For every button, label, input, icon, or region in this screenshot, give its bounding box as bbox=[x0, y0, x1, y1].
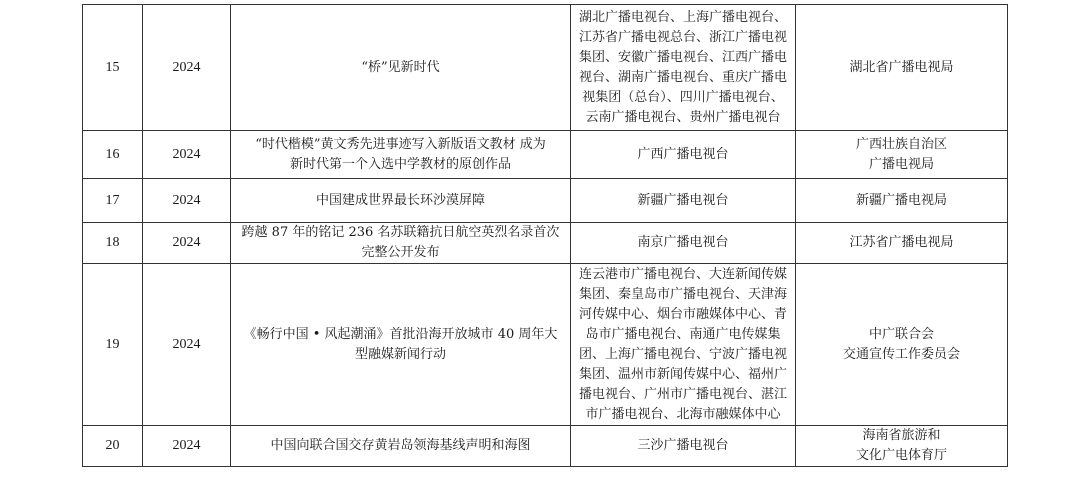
table-row bbox=[83, 131, 1008, 179]
row-producer-line: 广西广播电视台 bbox=[637, 146, 729, 162]
row-title bbox=[231, 223, 571, 264]
row-title bbox=[231, 426, 571, 467]
row-producer-line: 市广播电视台、北海市融媒体中心 bbox=[585, 406, 781, 422]
row-producer-line: 湖北广播电视台、上海广播电视台、 bbox=[578, 9, 787, 25]
row-producer-line: 集团、安徽广播电视台、江西广播电 bbox=[578, 49, 787, 65]
row-recommender-line: 湖北省广播电视局 bbox=[849, 59, 954, 75]
row-number: 19 bbox=[83, 264, 143, 426]
row-year: 2024 bbox=[143, 264, 231, 426]
row-title-line: 型融媒新闻行动 bbox=[354, 346, 446, 362]
row-producer-line: 南京广播电视台 bbox=[637, 235, 729, 250]
row-title bbox=[231, 5, 571, 131]
row-number: 18 bbox=[83, 223, 143, 264]
row-number: 16 bbox=[83, 131, 143, 179]
row-recommender bbox=[796, 264, 1008, 426]
row-year: 2024 bbox=[143, 223, 231, 264]
row-recommender bbox=[796, 5, 1008, 131]
row-recommender-line: 海南省旅游和 bbox=[862, 428, 941, 443]
row-producer-line: 播电视台、广州市广播电视台、湛江 bbox=[578, 386, 787, 402]
row-year: 2024 bbox=[143, 179, 231, 223]
row-number: 15 bbox=[83, 5, 143, 131]
table-row bbox=[83, 264, 1008, 426]
row-recommender-line: 新疆广播电视局 bbox=[855, 192, 947, 208]
row-number: 20 bbox=[83, 426, 143, 467]
row-recommender-line: 交通宣传工作委员会 bbox=[842, 346, 960, 362]
row-title-line: “桥”见新时代 bbox=[361, 59, 440, 75]
row-producer-line: 江苏省广播电视总台、浙江广播电视 bbox=[578, 29, 787, 45]
row-number: 17 bbox=[83, 179, 143, 223]
row-producer-line: 团、上海广播电视台、宁波广播电视 bbox=[578, 346, 787, 362]
table-row bbox=[83, 179, 1008, 223]
table-row bbox=[83, 426, 1008, 467]
row-title-line: 中国建成世界最长环沙漠屏障 bbox=[315, 192, 485, 208]
row-recommender-line: 文化广电体育厅 bbox=[855, 448, 947, 463]
row-title bbox=[231, 264, 571, 426]
row-producer bbox=[571, 264, 796, 426]
row-title bbox=[231, 131, 571, 179]
row-recommender-line: 中广联合会 bbox=[868, 326, 934, 342]
row-title bbox=[231, 179, 571, 223]
row-year: 2024 bbox=[143, 131, 231, 179]
table-row bbox=[83, 5, 1008, 131]
row-year: 2024 bbox=[143, 426, 231, 467]
row-producer bbox=[571, 223, 796, 264]
row-producer-line: 云南广播电视台、贵州广播电视台 bbox=[585, 109, 781, 125]
row-recommender bbox=[796, 426, 1008, 467]
row-producer-line: 视集团（总台）、四川广播电视台、 bbox=[582, 89, 784, 105]
row-producer-line: 连云港市广播电视台、大连新闻传媒 bbox=[578, 266, 787, 282]
row-producer-line: 视台、湖南广播电视台、重庆广播电 bbox=[578, 69, 787, 85]
row-recommender-line: 广西壮族自治区 bbox=[855, 136, 947, 152]
row-producer-line: 三沙广播电视台 bbox=[637, 438, 729, 453]
row-recommender bbox=[796, 131, 1008, 179]
row-title-line: 中国向联合国交存黄岩岛领海基线声明和海图 bbox=[270, 438, 531, 453]
row-producer bbox=[571, 426, 796, 467]
row-producer bbox=[571, 5, 796, 131]
row-producer-line: 集团、秦皇岛市广播电视台、天津海 bbox=[578, 286, 787, 302]
row-title-line: “时代楷模”黄文秀先进事迹写入新版语文教材 成为 bbox=[255, 136, 546, 152]
row-year: 2024 bbox=[143, 5, 231, 131]
row-producer bbox=[571, 131, 796, 179]
row-title-line: 跨越 87 年的铭记 236 名苏联籍抗日航空英烈名录首次 bbox=[241, 225, 560, 240]
row-recommender bbox=[796, 179, 1008, 223]
row-title-line: 《畅行中国 • 风起潮涌》首批沿海开放城市 40 周年大 bbox=[243, 326, 558, 342]
row-producer-line: 集团、温州市新闻传媒中心、福州广 bbox=[578, 366, 787, 382]
table-row bbox=[83, 223, 1008, 264]
row-producer-line: 新疆广播电视台 bbox=[637, 192, 729, 208]
row-producer-line: 河传媒中心、烟台市融媒体中心、青 bbox=[578, 306, 787, 322]
row-recommender-line: 广播电视局 bbox=[868, 156, 934, 172]
award-table bbox=[82, 4, 1008, 467]
row-recommender-line: 江苏省广播电视局 bbox=[849, 235, 954, 250]
award-table-body bbox=[83, 5, 1008, 467]
row-producer bbox=[571, 179, 796, 223]
row-title-line: 新时代第一个入选中学教材的原创作品 bbox=[289, 156, 511, 172]
row-producer-line: 岛市广播电视台、南通广电传媒集 bbox=[585, 326, 781, 342]
row-recommender bbox=[796, 223, 1008, 264]
row-title-line: 完整公开发布 bbox=[361, 245, 440, 260]
